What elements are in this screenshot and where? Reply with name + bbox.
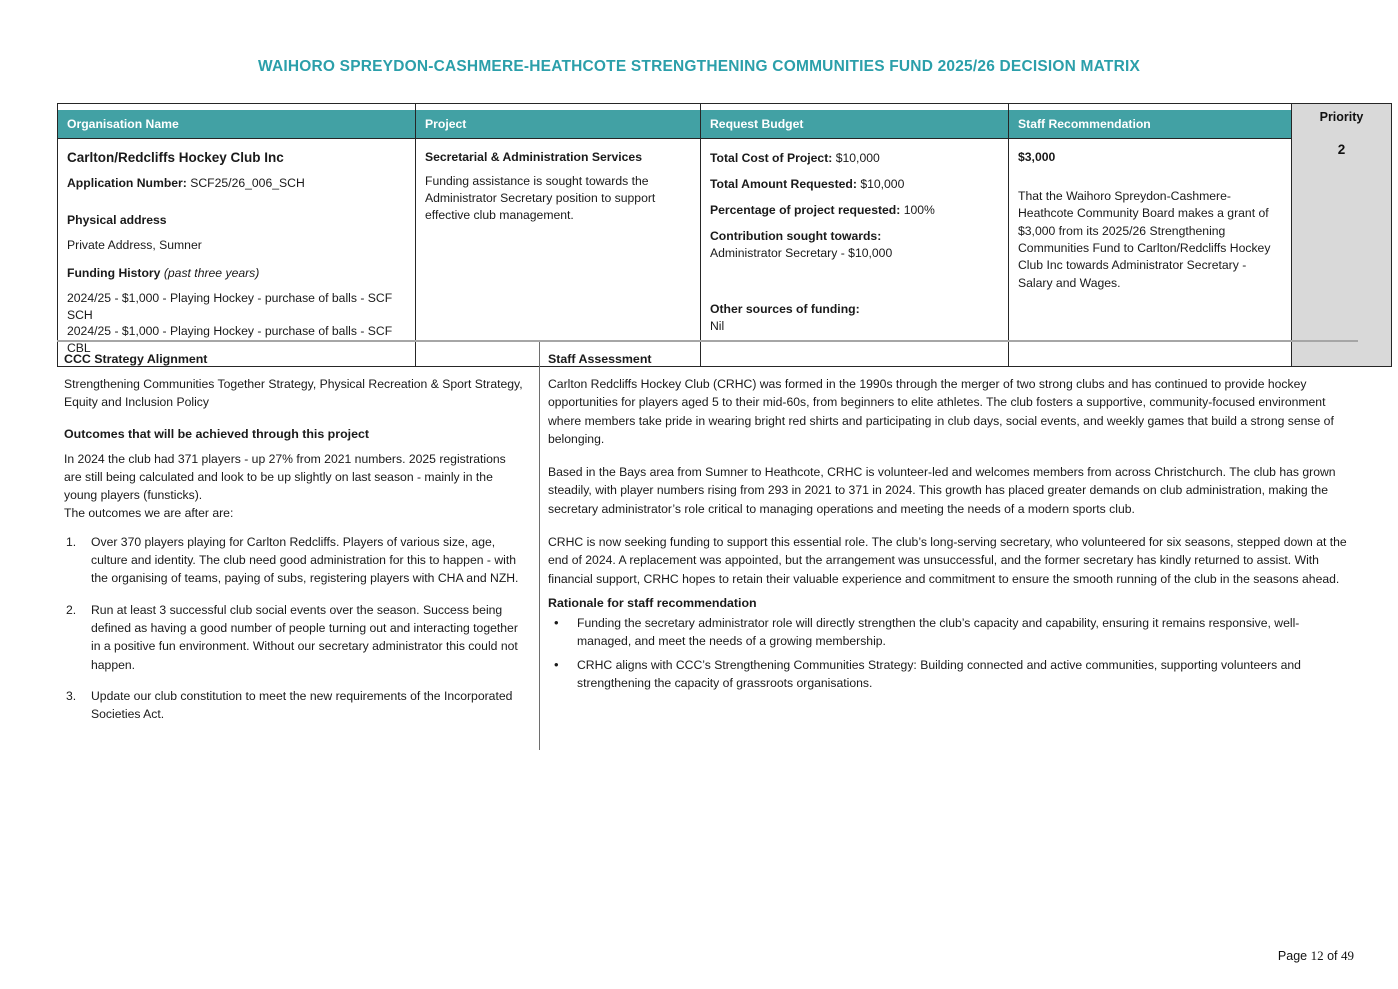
other-sources-label: Other sources of funding: [710, 302, 860, 317]
page-number: 12 [1310, 948, 1324, 963]
spacer [710, 261, 998, 301]
total-cost: Total Cost of Project: $10,000 [710, 151, 880, 165]
header-request-budget: Request Budget [701, 104, 1009, 139]
outcome-item: Update our club constitution to meet the new requirements of the Incorporated Societies Act. [91, 688, 513, 722]
page-footer [1278, 948, 1354, 964]
assessment-paragraph: Carlton Redcliffs Hockey Club (CRHC) was formed in the 1990s through the merger of two strong clubs and has continued to provide hockey opportunities for players aged 5 to their mid-60s, from beginners to elite athletes. The club fosters a supportive, community-focused environment where members take pride in wearing bright red shirts and participating in club days, social events, and weekly games that build a strong sense of belonging. [548, 377, 1334, 446]
table-row [58, 139, 1392, 367]
assessment-paragraph: Based in the Bays area from Sumner to Heathcote, CRHC is volunteer-led and welcomes members from across Christchurch. The club has grown steadily, with player numbers rising from 293 in 2021 to 371 in 2024. This growth has placed greater demands on club administration, making the secretary administrator’s role critical to managing operations and meeting the needs of a modern sports club. [548, 465, 1336, 516]
organisation-name: Carlton/Redcliffs Hockey Club Inc [67, 150, 284, 165]
header-priority: Priority [1319, 110, 1364, 124]
of-label: of [1327, 949, 1338, 963]
recommendation-text: That the Waihoro Spreydon-Cashmere-Heathcote Community Board makes a grant of $3,000 from its 2025/26 Strengthening Communities Fund to Carlton/Redcliffs Hockey Club Inc towards Administrator Secretary - Salary and Wages. [1018, 189, 1271, 290]
header-organisation-name: Organisation Name [58, 104, 416, 139]
project-title: Secretarial & Administration Services [425, 150, 642, 164]
page-label: Page [1277, 949, 1308, 963]
staff-assessment-heading: Staff Assessment [548, 352, 652, 366]
header-staff-recommendation: Staff Recommendation [1009, 104, 1292, 139]
details-right-column [540, 342, 1358, 750]
details-section [57, 340, 1358, 750]
funding-history-line: 2024/25 - $1,000 - Playing Hockey - purchase of balls - SCF CBL [67, 324, 393, 355]
table-header-row [58, 104, 1392, 139]
outcome-item: Run at least 3 successful club social events over the season. Success being defined as having a good number of people turning out and interacting together in a positive fun environment. Without our secretary administrator this could not happen. [91, 602, 518, 672]
ccc-strategy-heading: CCC Strategy Alignment [64, 352, 208, 366]
rationale-heading: Rationale for staff recommendation [548, 595, 757, 610]
ccc-strategy-text: Strengthening Communities Together Strategy, Physical Recreation & Sport Strategy, Equity and Inclusion Policy [64, 377, 523, 410]
application-number: Application Number: SCF25/26_006_SCH [67, 176, 305, 190]
physical-address-label: Physical address [67, 212, 167, 227]
staff-recommendation-cell [1009, 139, 1292, 367]
total-requested: Total Amount Requested: $10,000 [710, 177, 905, 192]
physical-address: Private Address, Sumner [67, 237, 202, 252]
page-title: WAIHORO SPREYDON-CASHMERE-HEATHCOTE STRENGTHENING COMMUNITIES FUND 2025/26 DECISION MATRIX [257, 58, 1141, 75]
funding-history-line: 2024/25 - $1,000 - Playing Hockey - purchase of balls - SCF SCH [67, 291, 393, 322]
organisation-cell [58, 139, 416, 367]
rationale-bullet: • CRHC aligns with CCC’s Strengthening Communities Strategy: Building connected and active communities, supporting volunteers and strengthening the capacity of grassroots organisations. [548, 656, 1352, 693]
other-sources-value: Nil [710, 318, 725, 333]
request-budget-cell [701, 139, 1009, 367]
outcomes-list [64, 533, 523, 724]
recommendation-amount: $3,000 [1018, 150, 1056, 164]
outcomes-intro-2: The outcomes we are after are: [64, 506, 234, 521]
priority-value: 2 [1337, 142, 1346, 157]
project-cell [416, 139, 701, 367]
outcomes-heading: Outcomes that will be achieved through this project [64, 426, 369, 441]
contribution-value: Administrator Secretary - $10,000 [710, 245, 893, 260]
funding-history-heading: Funding History (past three years) [67, 265, 260, 280]
decision-matrix-table [57, 103, 1392, 367]
project-description: Funding assistance is sought towards the Administrator Secretary position to support effective club management. [425, 174, 656, 223]
contribution-label: Contribution sought towards: [710, 229, 882, 244]
outcomes-intro: In 2024 the club had 371 players - up 27% from 2021 numbers. 2025 registrations are still being calculated and look to be up slightly on last season - mainly in the young players (funsticks). [64, 451, 506, 503]
priority-cell [1292, 104, 1392, 367]
details-left-column [57, 342, 540, 750]
header-project: Project [416, 104, 701, 139]
percentage-requested: Percentage of project requested: 100% [710, 203, 935, 218]
outcome-item: Over 370 players playing for Carlton Redcliffs. Players of various size, age, culture and identity. The club need good administration for this to happen - with the organising of teams, paying of subs, registering players with CHA and NZH. [91, 534, 519, 586]
rationale-bullet: • Funding the secretary administrator role will directly strengthen the club’s capacity and capability, ensuring it remains responsive, well-managed, and meet the needs of a growing membership. [548, 614, 1352, 651]
rationale-list [548, 614, 1352, 692]
total-pages: 49 [1341, 948, 1354, 963]
assessment-paragraph: CRHC is now seeking funding to support this essential role. The club’s long-serving secretary, who volunteered for six seasons, stepped down at the end of 2024. A replacement was appointed, but the arrangement was unsuccessful, and the former secretary has kindly returned to assist. With financial support, CRHC hopes to retain their valuable experience and commitment to ensure the smooth running of the club in the seasons ahead. [548, 535, 1347, 586]
